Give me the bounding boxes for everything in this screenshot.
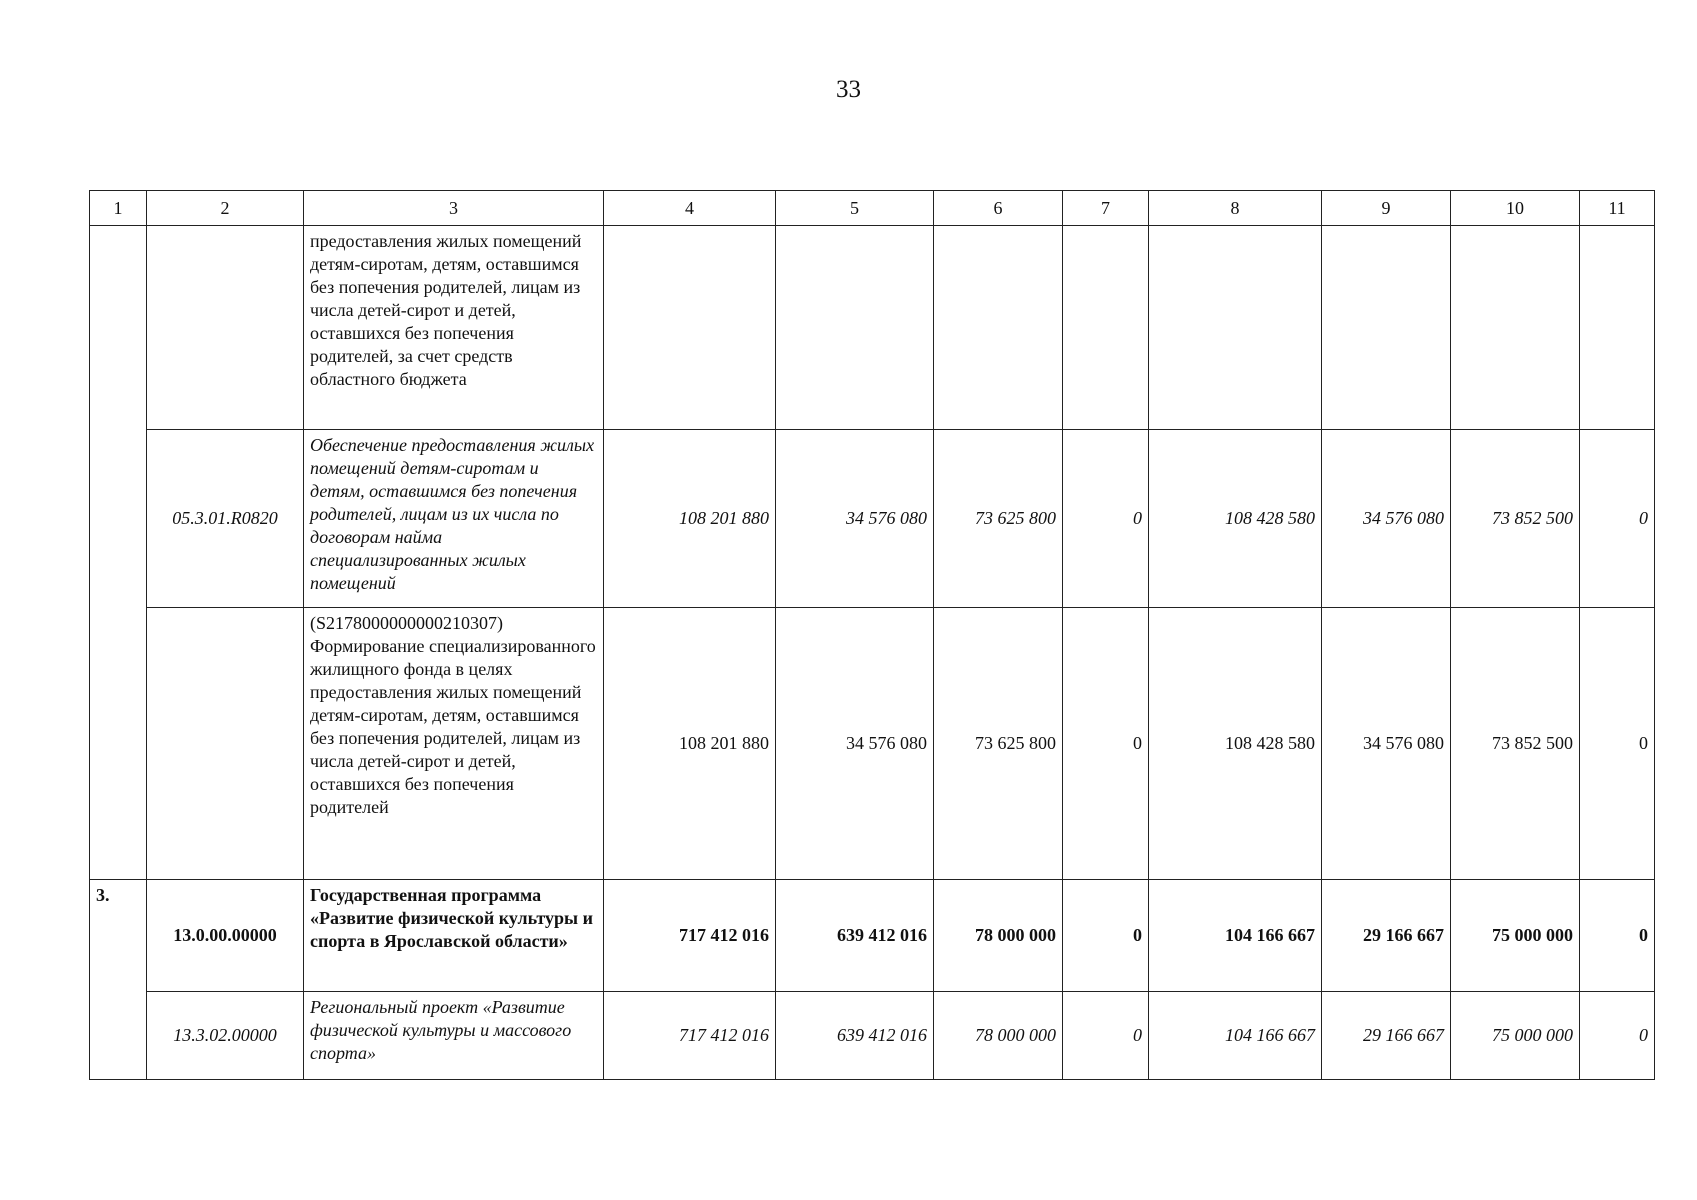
value-cell: 0 bbox=[1580, 992, 1655, 1080]
page-number: 33 bbox=[836, 76, 861, 103]
row-description: Региональный проект «Развитие физической культуры и массового спорта» bbox=[304, 992, 604, 1080]
value-cell: 639 412 016 bbox=[776, 880, 934, 992]
budget-table bbox=[89, 190, 1655, 1080]
value-cell: 717 412 016 bbox=[604, 880, 776, 992]
value-cell bbox=[776, 226, 934, 430]
column-header: 7 bbox=[1063, 191, 1149, 226]
value-cell: 0 bbox=[1580, 880, 1655, 992]
value-cell: 29 166 667 bbox=[1322, 992, 1451, 1080]
row-description: предоставления жилых помещений детям-сиротам, детям, оставшимся без попечения родителей, лицам из числа детей-сирот и детей, оставшихся без попечения родителей, за счет средств областного бюджета bbox=[304, 226, 604, 430]
value-cell: 0 bbox=[1580, 430, 1655, 608]
value-cell: 104 166 667 bbox=[1149, 880, 1322, 992]
value-cell bbox=[1580, 226, 1655, 430]
value-cell: 34 576 080 bbox=[1322, 608, 1451, 880]
table-row bbox=[90, 608, 1655, 880]
column-header: 8 bbox=[1149, 191, 1322, 226]
column-header: 5 bbox=[776, 191, 934, 226]
column-header: 9 bbox=[1322, 191, 1451, 226]
table-row bbox=[90, 992, 1655, 1080]
column-header: 4 bbox=[604, 191, 776, 226]
column-header: 10 bbox=[1451, 191, 1580, 226]
value-cell bbox=[1149, 226, 1322, 430]
row-code bbox=[147, 608, 304, 880]
value-cell: 0 bbox=[1580, 608, 1655, 880]
value-cell: 73 625 800 bbox=[934, 608, 1063, 880]
row-code: 13.0.00.00000 bbox=[147, 880, 304, 992]
column-header: 1 bbox=[90, 191, 147, 226]
value-cell: 78 000 000 bbox=[934, 992, 1063, 1080]
value-cell: 0 bbox=[1063, 608, 1149, 880]
value-cell: 0 bbox=[1063, 880, 1149, 992]
value-cell: 108 428 580 bbox=[1149, 430, 1322, 608]
value-cell: 108 201 880 bbox=[604, 608, 776, 880]
value-cell: 29 166 667 bbox=[1322, 880, 1451, 992]
value-cell: 108 201 880 bbox=[604, 430, 776, 608]
value-cell: 34 576 080 bbox=[776, 430, 934, 608]
row-description: Государственная программа «Развитие физической культуры и спорта в Ярославской области» bbox=[304, 880, 604, 992]
value-cell bbox=[1451, 226, 1580, 430]
value-cell: 75 000 000 bbox=[1451, 992, 1580, 1080]
row-description: (S2178000000000210307) Формирование специализированного жилищного фонда в целях предоставления жилых помещений детям-сиротам, детям, оставшимся без попечения родителей, лицам из числа детей-сирот и детей, оставшихся без попечения родителей bbox=[304, 608, 604, 880]
value-cell: 104 166 667 bbox=[1149, 992, 1322, 1080]
value-cell bbox=[1063, 226, 1149, 430]
value-cell bbox=[934, 226, 1063, 430]
value-cell: 34 576 080 bbox=[776, 608, 934, 880]
table-row bbox=[90, 226, 1655, 430]
row-description: Обеспечение предоставления жилых помещений детям-сиротам и детям, оставшимся без попечения родителей, лицам из их числа по договорам найма специализированных жилых помещений bbox=[304, 430, 604, 608]
value-cell: 73 852 500 bbox=[1451, 430, 1580, 608]
column-header: 3 bbox=[304, 191, 604, 226]
row-code bbox=[147, 226, 304, 430]
value-cell: 34 576 080 bbox=[1322, 430, 1451, 608]
value-cell: 73 852 500 bbox=[1451, 608, 1580, 880]
column-header: 6 bbox=[934, 191, 1063, 226]
value-cell: 78 000 000 bbox=[934, 880, 1063, 992]
value-cell: 108 428 580 bbox=[1149, 608, 1322, 880]
value-cell: 0 bbox=[1063, 430, 1149, 608]
table-row bbox=[90, 880, 1655, 992]
value-cell: 73 625 800 bbox=[934, 430, 1063, 608]
value-cell: 639 412 016 bbox=[776, 992, 934, 1080]
row-code: 13.3.02.00000 bbox=[147, 992, 304, 1080]
header-row bbox=[90, 191, 1655, 226]
value-cell bbox=[604, 226, 776, 430]
row-index: 3. bbox=[90, 880, 147, 1080]
value-cell: 75 000 000 bbox=[1451, 880, 1580, 992]
row-code: 05.3.01.R0820 bbox=[147, 430, 304, 608]
value-cell: 0 bbox=[1063, 992, 1149, 1080]
value-cell bbox=[1322, 226, 1451, 430]
row-index bbox=[90, 226, 147, 880]
column-header: 2 bbox=[147, 191, 304, 226]
value-cell: 717 412 016 bbox=[604, 992, 776, 1080]
column-header: 11 bbox=[1580, 191, 1655, 226]
table-row bbox=[90, 430, 1655, 608]
